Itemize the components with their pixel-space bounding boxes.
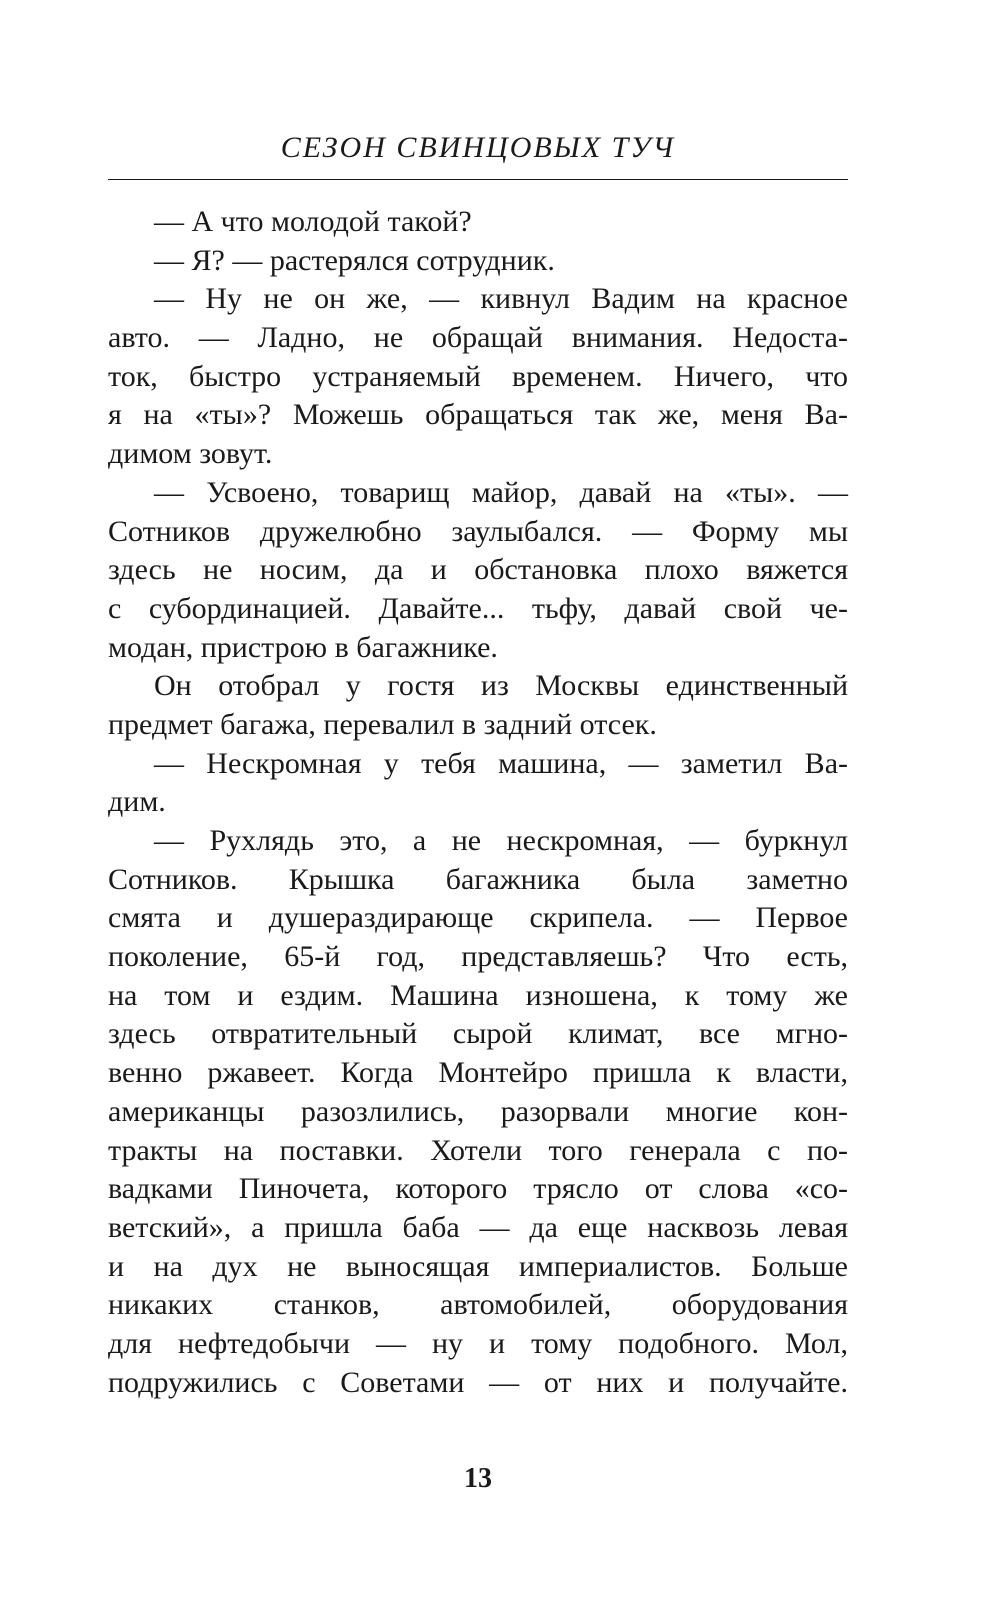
text-line: — А что молодой такой?: [154, 205, 472, 238]
text-line: подружились с Советами — от них и получайте.: [108, 1365, 848, 1399]
text-line: Он отобрал у гостя из Москвы единственный: [154, 669, 848, 703]
text-line: никаких станков, автомобилей, оборудования: [108, 1288, 848, 1322]
text-line: тракты на поставки. Хотели того генерала с по-: [108, 1133, 848, 1167]
text-line: поколение, 65-й год, представляешь? Что есть,: [108, 940, 848, 974]
text-line: здесь отвратительный сырой климат, все мгно-: [108, 1017, 848, 1051]
text-line: — Нескромная у тебя машина, — заметил Ва-: [154, 746, 848, 780]
text-line: американцы разозлились, разорвали многие кон-: [108, 1094, 848, 1128]
text-line: я на «ты»? Можешь обращаться так же, меня Ва-: [108, 398, 848, 432]
text-line: на том и ездим. Машина изношена, к тому же: [108, 978, 848, 1012]
text-line: — Ну не он же, — кивнул Вадим на красное: [154, 282, 848, 316]
text-line: — Усвоено, товарищ майор, давай на «ты». —: [154, 475, 848, 509]
text-line: и на дух не выносящая империалистов. Больше: [108, 1249, 848, 1283]
text-line: ветский», а пришла баба — да еще насквозь левая: [108, 1210, 848, 1244]
text-line: димом зовут.: [108, 437, 273, 471]
header-rule: [108, 179, 848, 180]
text-line: для нефтедобычи — ну и тому подобного. Мол,: [108, 1326, 848, 1360]
text-line: венно ржавеет. Когда Монтейро пришла к власти,: [108, 1056, 848, 1090]
text-line: смята и душераздирающе скрипела. — Первое: [108, 901, 848, 935]
text-line: — Рухлядь это, а не нескромная, — буркнул: [154, 824, 848, 857]
text-line: ток, быстро устраняемый временем. Ничего, что: [108, 359, 848, 393]
text-line: авто. — Ладно, не обращай внимания. Недоста-: [108, 321, 848, 355]
text-line: дим.: [108, 785, 166, 819]
text-line: Сотников дружелюбно заулыбался. — Форму мы: [108, 514, 848, 548]
text-line: с субординацией. Давайте... тьфу, давай свой че-: [108, 591, 848, 625]
body-text: [108, 203, 848, 1402]
text-line: — Я? — растерялся сотрудник.: [154, 243, 555, 277]
text-line: Сотников. Крышка багажника была заметно: [108, 862, 848, 896]
text-line: модан, пристрою в багажнике.: [108, 630, 498, 664]
text-line: здесь не носим, да и обстановка плохо вяжется: [108, 553, 848, 587]
page-number: 13: [464, 1463, 492, 1494]
text-line: предмет багажа, перевалил в задний отсек.: [108, 707, 657, 741]
running-head: СЕЗОН СВИНЦОВЫХ ТУЧ: [280, 131, 676, 164]
text-line: вадками Пиночета, которого трясло от слова «со-: [108, 1172, 848, 1206]
